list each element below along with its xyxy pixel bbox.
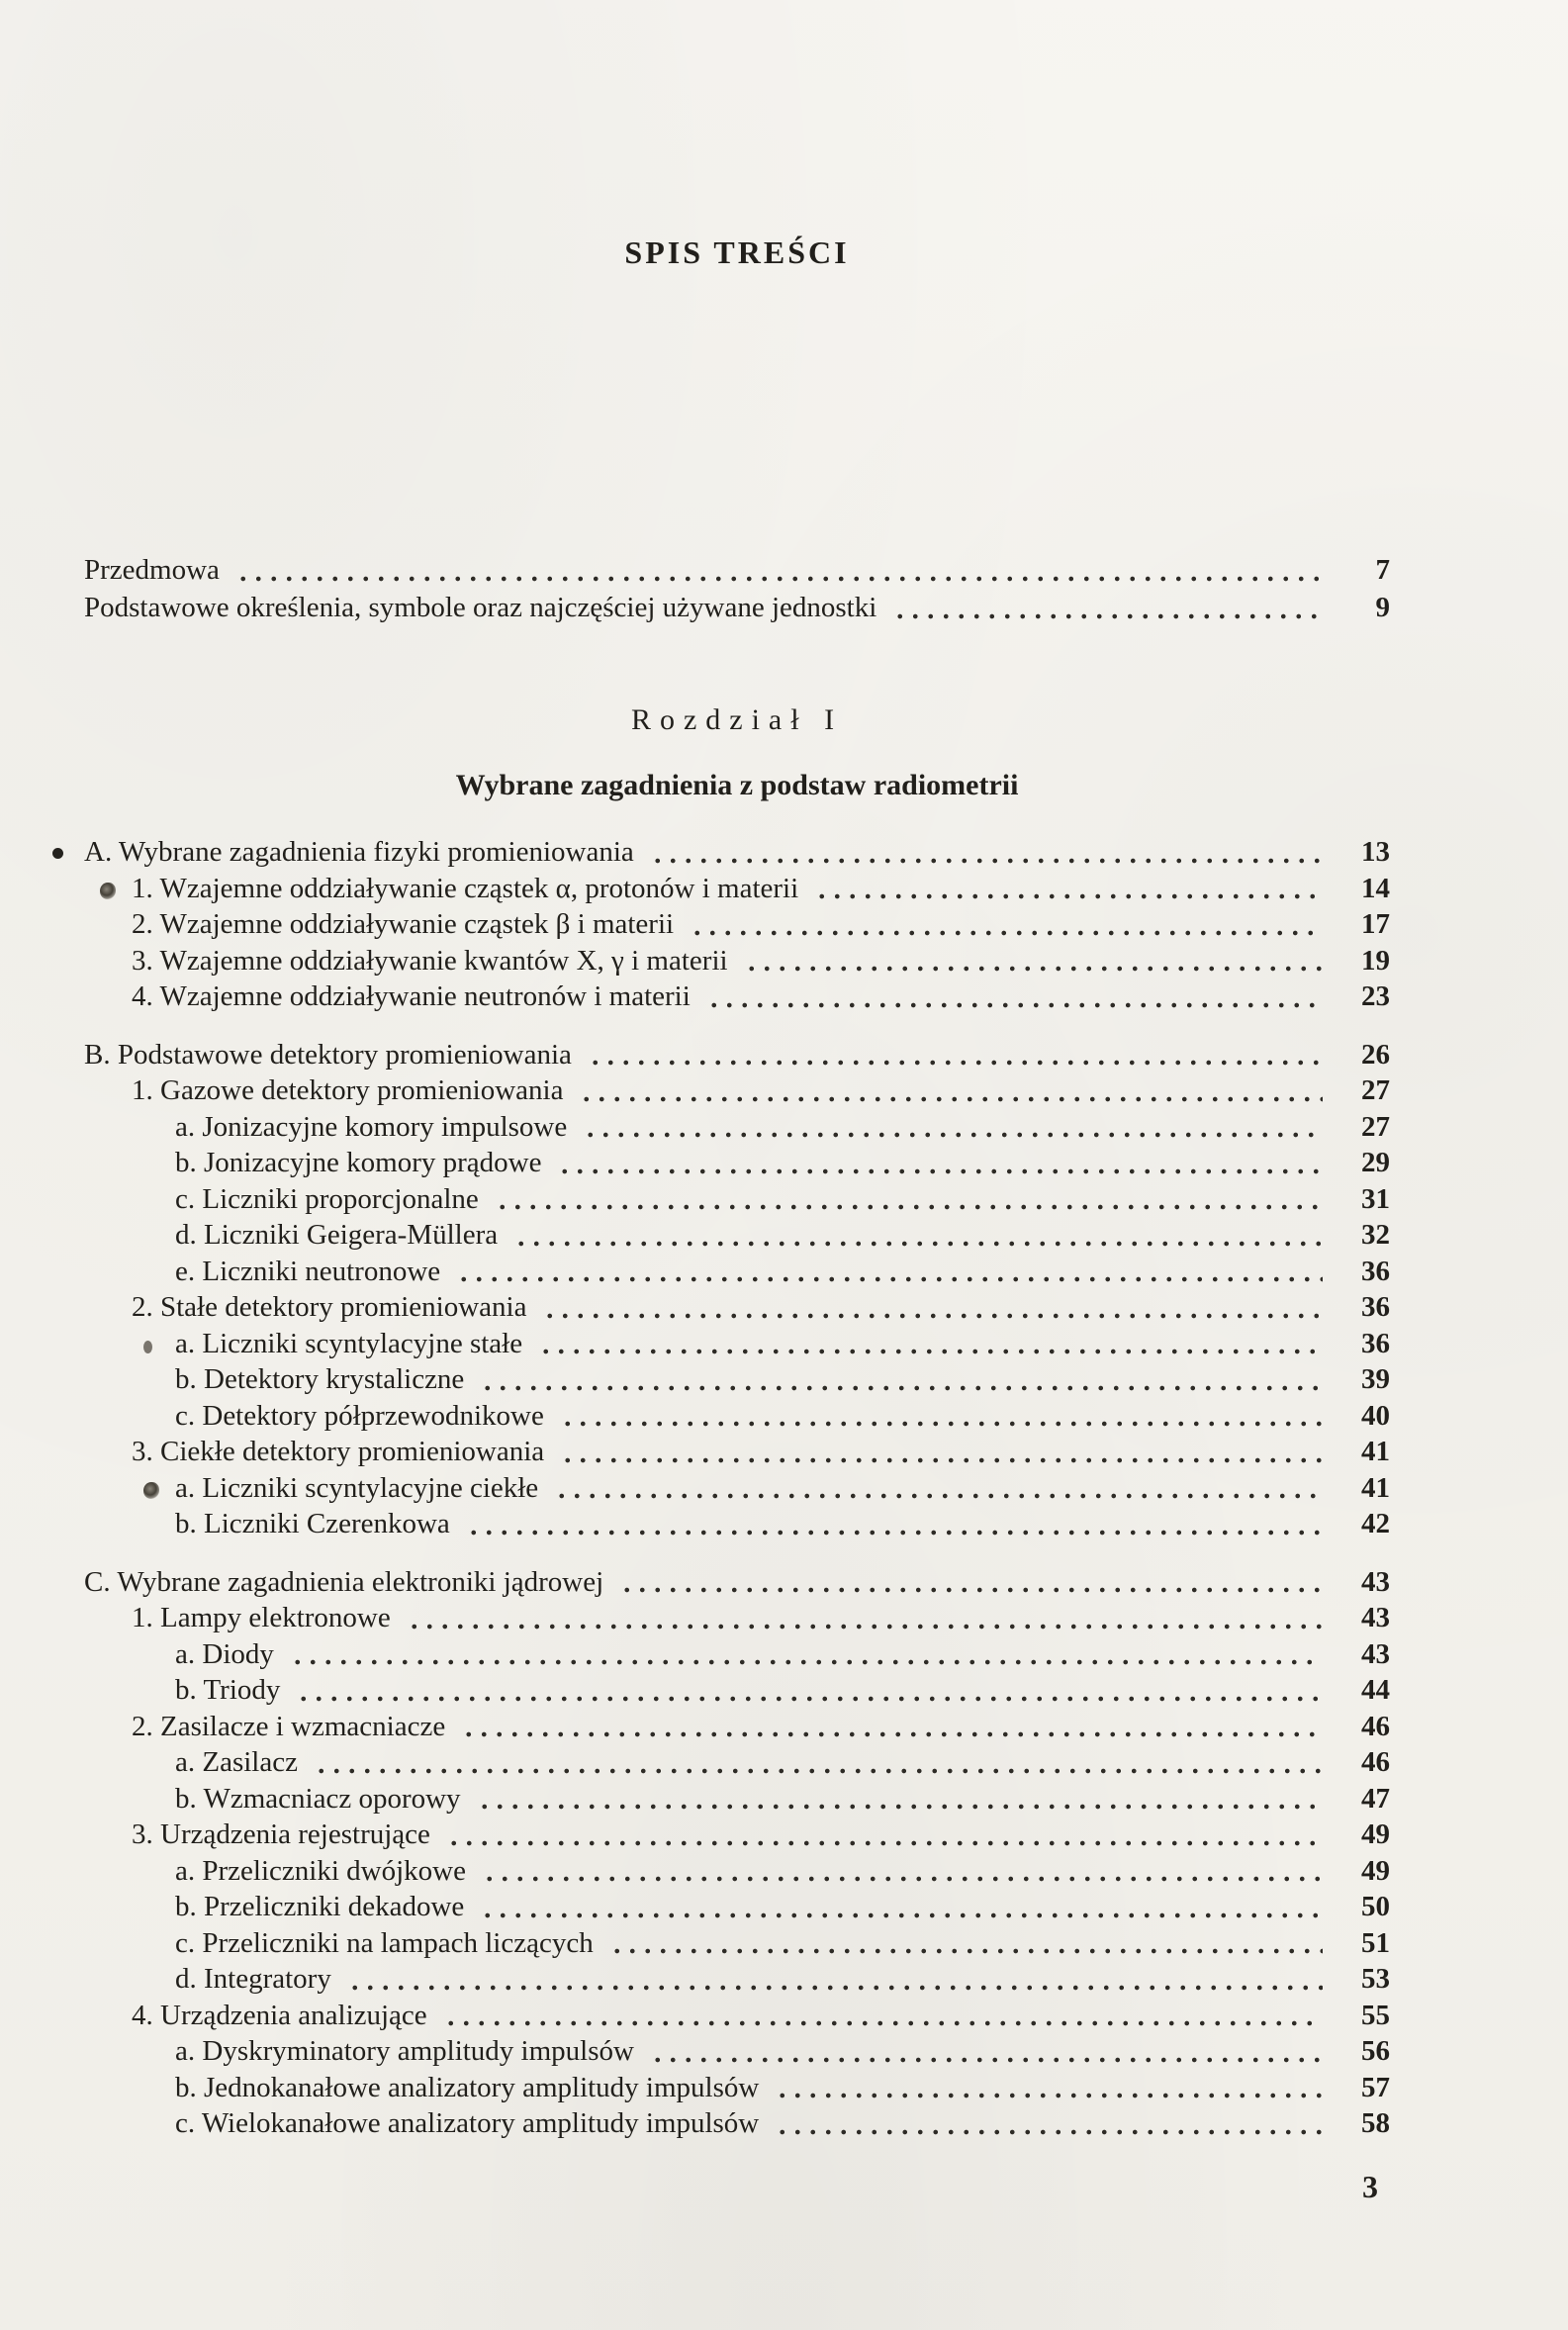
- dot-leader: [646, 841, 1323, 871]
- toc-entry-page: 36: [1361, 1291, 1390, 1323]
- toc-entry: [84, 1781, 1390, 1817]
- toc-page: [84, 0, 1390, 2142]
- toc-entry: [84, 1398, 1390, 1435]
- toc-entry-page: 13: [1361, 836, 1390, 868]
- toc-entry-page: 39: [1361, 1363, 1390, 1395]
- toc-entry-label: Przedmowa: [84, 554, 220, 586]
- toc-entry: [84, 871, 1390, 907]
- toc-entry-label: 4. Wzajemne oddziaływanie neutronów i materii: [132, 980, 691, 1012]
- toc-entry-label: 1. Wzajemne oddziaływanie cząstek α, protonów i materii: [132, 872, 799, 904]
- dot-leader: [476, 1368, 1323, 1398]
- toc-entry-label: a. Przeliczniki dwójkowe: [175, 1854, 466, 1887]
- dot-leader: [310, 1751, 1323, 1781]
- toc-entry: [84, 1853, 1390, 1890]
- dot-leader: [473, 1787, 1323, 1817]
- dot-leader: [615, 1570, 1323, 1600]
- dot-leader: [442, 1823, 1323, 1853]
- toc-entry: [84, 1564, 1390, 1601]
- toc-entry-label: b. Wzmacniacz oporowy: [175, 1782, 461, 1815]
- toc-entry-page: 46: [1361, 1746, 1390, 1778]
- toc-entry: [84, 1289, 1390, 1326]
- dot-leader: [553, 1152, 1323, 1181]
- toc-entry-label: 3. Wzajemne oddziaływanie kwantów X, γ i materii: [132, 944, 728, 977]
- toc-entry-page: 41: [1361, 1471, 1390, 1504]
- dot-leader: [343, 1968, 1323, 1998]
- dot-leader: [292, 1679, 1323, 1709]
- toc-entry: [84, 551, 1390, 589]
- chapter-title: Wybrane zagadnienia z podstaw radiometrii: [455, 769, 1019, 801]
- dot-leader: [686, 913, 1323, 943]
- dot-leader: [538, 1296, 1323, 1326]
- toc-entry-page: 51: [1361, 1926, 1390, 1959]
- dot-leader: [575, 1079, 1323, 1109]
- bullet-mark: [52, 834, 84, 871]
- dot-leader: [286, 1642, 1323, 1672]
- dot-leader: [478, 1859, 1323, 1889]
- toc-entry: [84, 1889, 1390, 1925]
- toc-entry-page: 26: [1361, 1038, 1390, 1071]
- toc-entry-page: 47: [1361, 1782, 1390, 1815]
- toc-entry-label: 2. Stałe detektory promieniowania: [132, 1291, 527, 1323]
- dot-leader: [509, 1224, 1323, 1254]
- toc-entry-page: 58: [1361, 2107, 1390, 2139]
- pencil-mark: [143, 1326, 175, 1362]
- toc-entry: [84, 1925, 1390, 1962]
- dot-leader: [403, 1607, 1323, 1636]
- toc-entry-label: 3. Urządzenia rejestrujące: [132, 1818, 430, 1850]
- dot-leader: [452, 1259, 1323, 1289]
- toc-entry-page: 49: [1361, 1854, 1390, 1887]
- dot-leader: [810, 877, 1323, 906]
- dot-leader: [439, 2004, 1323, 2033]
- toc-entry-label: 2. Wzajemne oddziaływanie cząstek β i materii: [132, 908, 675, 940]
- toc-entry-page: 44: [1361, 1674, 1390, 1706]
- toc-entry-label: a. Jonizacyjne komory impulsowe: [175, 1110, 568, 1143]
- toc-entry: [84, 979, 1390, 1015]
- toc-entry: [84, 1672, 1390, 1709]
- toc-entry-page: 31: [1361, 1182, 1390, 1215]
- toc-entry-page: 27: [1361, 1110, 1390, 1143]
- toc-entry-label: d. Liczniki Geigera-Müllera: [175, 1219, 499, 1251]
- toc-entry-page: 55: [1361, 1999, 1390, 2031]
- dot-leader: [702, 985, 1323, 1015]
- chapter-heading: Rozdział I: [630, 703, 844, 736]
- toc-entry: [84, 1817, 1390, 1853]
- toc-entry-label: b. Jednokanałowe analizatory amplitudy impulsów: [175, 2071, 760, 2103]
- toc-entry-page: 36: [1361, 1255, 1390, 1287]
- toc-section: [84, 834, 1390, 1015]
- dot-leader: [457, 1715, 1323, 1744]
- toc-entry-label: 1. Lampy elektronowe: [132, 1602, 391, 1633]
- dot-leader: [605, 1931, 1323, 1961]
- toc-entry-page: 43: [1361, 1602, 1390, 1633]
- dot-leader: [740, 949, 1323, 979]
- dot-leader: [534, 1332, 1323, 1361]
- toc-entry-page: 57: [1361, 2071, 1390, 2103]
- toc-entry-page: 49: [1361, 1818, 1390, 1850]
- toc-entry-page: 46: [1361, 1710, 1390, 1742]
- toc-entry: [84, 2033, 1390, 2070]
- toc-entry-label: C. Wybrane zagadnienia elektroniki jądrowej: [84, 1565, 604, 1598]
- toc-entry-label: 3. Ciekłe detektory promieniowania: [132, 1436, 545, 1467]
- dot-leader: [771, 2112, 1323, 2142]
- toc-list: [84, 834, 1390, 2142]
- toc-entry-label: 4. Urządzenia analizujące: [132, 1999, 427, 2031]
- toc-entry-page: 32: [1361, 1219, 1390, 1251]
- toc-entry-page: 43: [1361, 1565, 1390, 1598]
- toc-entry-label: b. Jonizacyjne komory prądowe: [175, 1147, 542, 1178]
- toc-entry: [84, 1434, 1390, 1470]
- toc-entry: [84, 906, 1390, 943]
- dot-leader: [771, 2076, 1323, 2105]
- dot-leader: [579, 1115, 1323, 1145]
- toc-section: [84, 1037, 1390, 1542]
- toc-entry: [84, 1961, 1390, 1998]
- toc-entry: [84, 1600, 1390, 1636]
- dot-leader: [646, 2040, 1323, 2070]
- toc-entry: [84, 1326, 1390, 1362]
- toc-entry-page: 14: [1361, 872, 1390, 904]
- dot-leader: [556, 1404, 1323, 1434]
- toc-entry: [84, 1470, 1390, 1507]
- toc-entry-label: a. Dyskryminatory amplitudy impulsów: [175, 2035, 634, 2067]
- toc-entry-page: 43: [1361, 1637, 1390, 1670]
- toc-entry-label: Podstawowe określenia, symbole oraz najczęściej używane jednostki: [84, 592, 877, 623]
- toc-section: [84, 1564, 1390, 2142]
- toc-entry: [84, 1744, 1390, 1781]
- toc-entry-label: a. Diody: [175, 1637, 274, 1670]
- page-title: SPIS TREŚCI: [624, 234, 850, 270]
- toc-entry: [84, 1145, 1390, 1181]
- toc-entry-label: e. Liczniki neutronowe: [175, 1255, 441, 1287]
- toc-entry-label: c. Detektory półprzewodnikowe: [175, 1399, 544, 1432]
- toc-entry-page: 9: [1375, 592, 1390, 623]
- toc-entry-page: 40: [1361, 1399, 1390, 1432]
- toc-entry-page: 42: [1361, 1508, 1390, 1539]
- toc-entry-label: a. Liczniki scyntylacyjne stałe: [175, 1327, 523, 1359]
- toc-entry-label: c. Wielokanałowe analizatory amplitudy impulsów: [175, 2107, 760, 2139]
- toc-entry: [84, 2105, 1390, 2142]
- toc-entry-page: 50: [1361, 1891, 1390, 1922]
- toc-entry-label: b. Triody: [175, 1674, 281, 1706]
- toc-entry: [84, 1254, 1390, 1290]
- toc-entry: [84, 1998, 1390, 2034]
- toc-entry-label: a. Zasilacz: [175, 1746, 298, 1778]
- pencil-mark: [143, 1470, 175, 1507]
- toc-entry-label: b. Detektory krystaliczne: [175, 1363, 465, 1395]
- dot-leader: [550, 1476, 1323, 1506]
- toc-entry-page: 56: [1361, 2035, 1390, 2067]
- pencil-mark: [100, 871, 132, 907]
- toc-entry-page: 27: [1361, 1074, 1390, 1106]
- toc-entry-label: d. Integratory: [175, 1963, 331, 1995]
- toc-entry: [84, 1506, 1390, 1542]
- toc-entry: [84, 1109, 1390, 1146]
- toc-entry: [84, 834, 1390, 871]
- toc-entry-label: a. Liczniki scyntylacyjne ciekłe: [175, 1471, 539, 1504]
- dot-leader: [556, 1441, 1323, 1470]
- toc-entry-page: 23: [1361, 980, 1390, 1012]
- dot-leader: [584, 1043, 1323, 1072]
- toc-entry-page: 41: [1361, 1436, 1390, 1467]
- toc-entry: [84, 1709, 1390, 1745]
- front-matter-list: [84, 551, 1390, 626]
- toc-entry: [84, 1361, 1390, 1398]
- toc-entry: [84, 1181, 1390, 1218]
- dot-leader: [231, 559, 1323, 589]
- toc-entry-label: c. Liczniki proporcjonalne: [175, 1182, 479, 1215]
- toc-entry-page: 36: [1361, 1327, 1390, 1359]
- dot-leader: [491, 1187, 1323, 1217]
- toc-entry-label: b. Przeliczniki dekadowe: [175, 1891, 465, 1922]
- toc-entry: [84, 1217, 1390, 1254]
- toc-entry-label: B. Podstawowe detektory promieniowania: [84, 1038, 572, 1071]
- toc-entry-label: 1. Gazowe detektory promieniowania: [132, 1074, 564, 1106]
- toc-entry-page: 29: [1361, 1147, 1390, 1178]
- toc-entry: [84, 1072, 1390, 1109]
- dot-leader: [462, 1513, 1323, 1542]
- toc-entry: [84, 589, 1390, 626]
- toc-entry-label: c. Przeliczniki na lampach liczących: [175, 1926, 594, 1959]
- toc-entry: [84, 1037, 1390, 1073]
- toc-entry: [84, 943, 1390, 979]
- toc-entry: [84, 1636, 1390, 1673]
- toc-entry: [84, 2070, 1390, 2106]
- toc-entry-label: b. Liczniki Czerenkowa: [175, 1508, 450, 1539]
- dot-leader: [888, 597, 1323, 626]
- toc-entry-page: 19: [1361, 944, 1390, 977]
- dot-leader: [476, 1896, 1323, 1925]
- toc-entry-page: 53: [1361, 1963, 1390, 1995]
- toc-entry-label: A. Wybrane zagadnienia fizyki promieniowania: [84, 836, 634, 868]
- toc-entry-label: 2. Zasilacze i wzmacniacze: [132, 1710, 446, 1742]
- toc-entry-page: 17: [1361, 908, 1390, 940]
- toc-entry-page: 7: [1375, 554, 1390, 586]
- page-number: 3: [1362, 2169, 1378, 2204]
